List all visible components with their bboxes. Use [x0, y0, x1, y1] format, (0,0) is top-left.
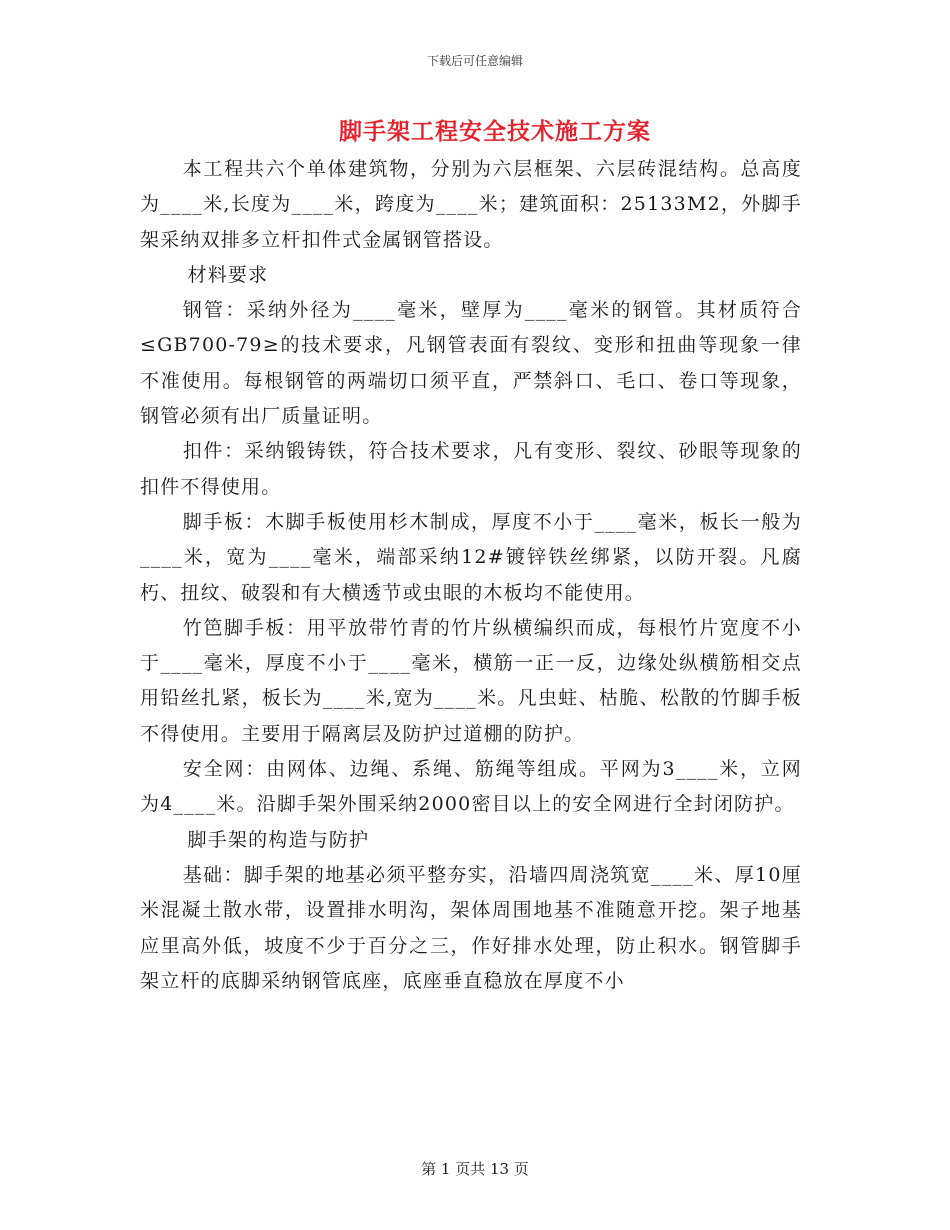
document-body [140, 152, 802, 999]
page-header-note: 下载后可任意编辑 [426, 54, 523, 68]
section-heading-structure: 脚手架的构造与防护 [187, 828, 370, 851]
paragraph-scaffold-board: 脚手板：木脚手板使用杉木制成，厚度不小于____毫米，板长一般为____米，宽为____毫米，端部采纳12#镀锌铁丝绑紧，以防开裂。凡腐朽、扭纹、破裂和有大横透节或虫眼的木板均不能使用。 [140, 510, 802, 604]
section-heading-materials: 材料要求 [187, 263, 269, 286]
paragraph-project-overview: 本工程共六个单体建筑物，分别为六层框架、六层砖混结构。总高度为____米,长度为____米，跨度为____米；建筑面积：25133M2，外脚手架采纳双排多立杆扣件式金属钢管搭设。 [140, 158, 802, 251]
paragraph-fasteners: 扣件：采纳锻铸铁，符合技术要求，凡有变形、裂纹、砂眼等现象的扣件不得使用。 [140, 440, 802, 498]
paragraph-foundation: 基础：脚手架的地基必须平整夯实，沿墙四周浇筑宽____米、厚10厘米混凝土散水带，设置排水明沟，架体周围地基不准随意开挖。架子地基应里高外低，坡度不少于百分之三，作好排水处理，防止积水。钢管脚手架立杆的底脚采纳钢管底座，底座垂直稳放在厚度不小 [140, 863, 802, 992]
document-title: 脚手架工程安全技术施工方案 [339, 118, 651, 145]
page-number: 第 1 页共 13 页 [421, 1160, 529, 1178]
paragraph-safety-net: 安全网：由网体、边绳、系绳、筋绳等组成。平网为3____米，立网为4____米。沿脚手架外围采纳2000密目以上的安全网进行全封闭防护。 [140, 758, 802, 816]
paragraph-steel-pipe: 钢管：采纳外径为____毫米，壁厚为____毫米的钢管。其材质符合≤GB700-79≥的技术要求，凡钢管表面有裂纹、变形和扭曲等现象一律不准使用。每根钢管的两端切口须平直，严禁斜口、毛口、卷口等现象，钢管必须有出厂质量证明。 [140, 299, 802, 428]
paragraph-bamboo-board: 竹笆脚手板：用平放带竹青的竹片纵横编织而成，每根竹片宽度不小于____毫米，厚度不小于____毫米，横筋一正一反，边缘处纵横筋相交点用铅丝扎紧，板长为____米,宽为____米。凡虫蛀、枯脆、松散的竹脚手板不得使用。主要用于隔离层及防护过道棚的防护。 [140, 616, 802, 745]
